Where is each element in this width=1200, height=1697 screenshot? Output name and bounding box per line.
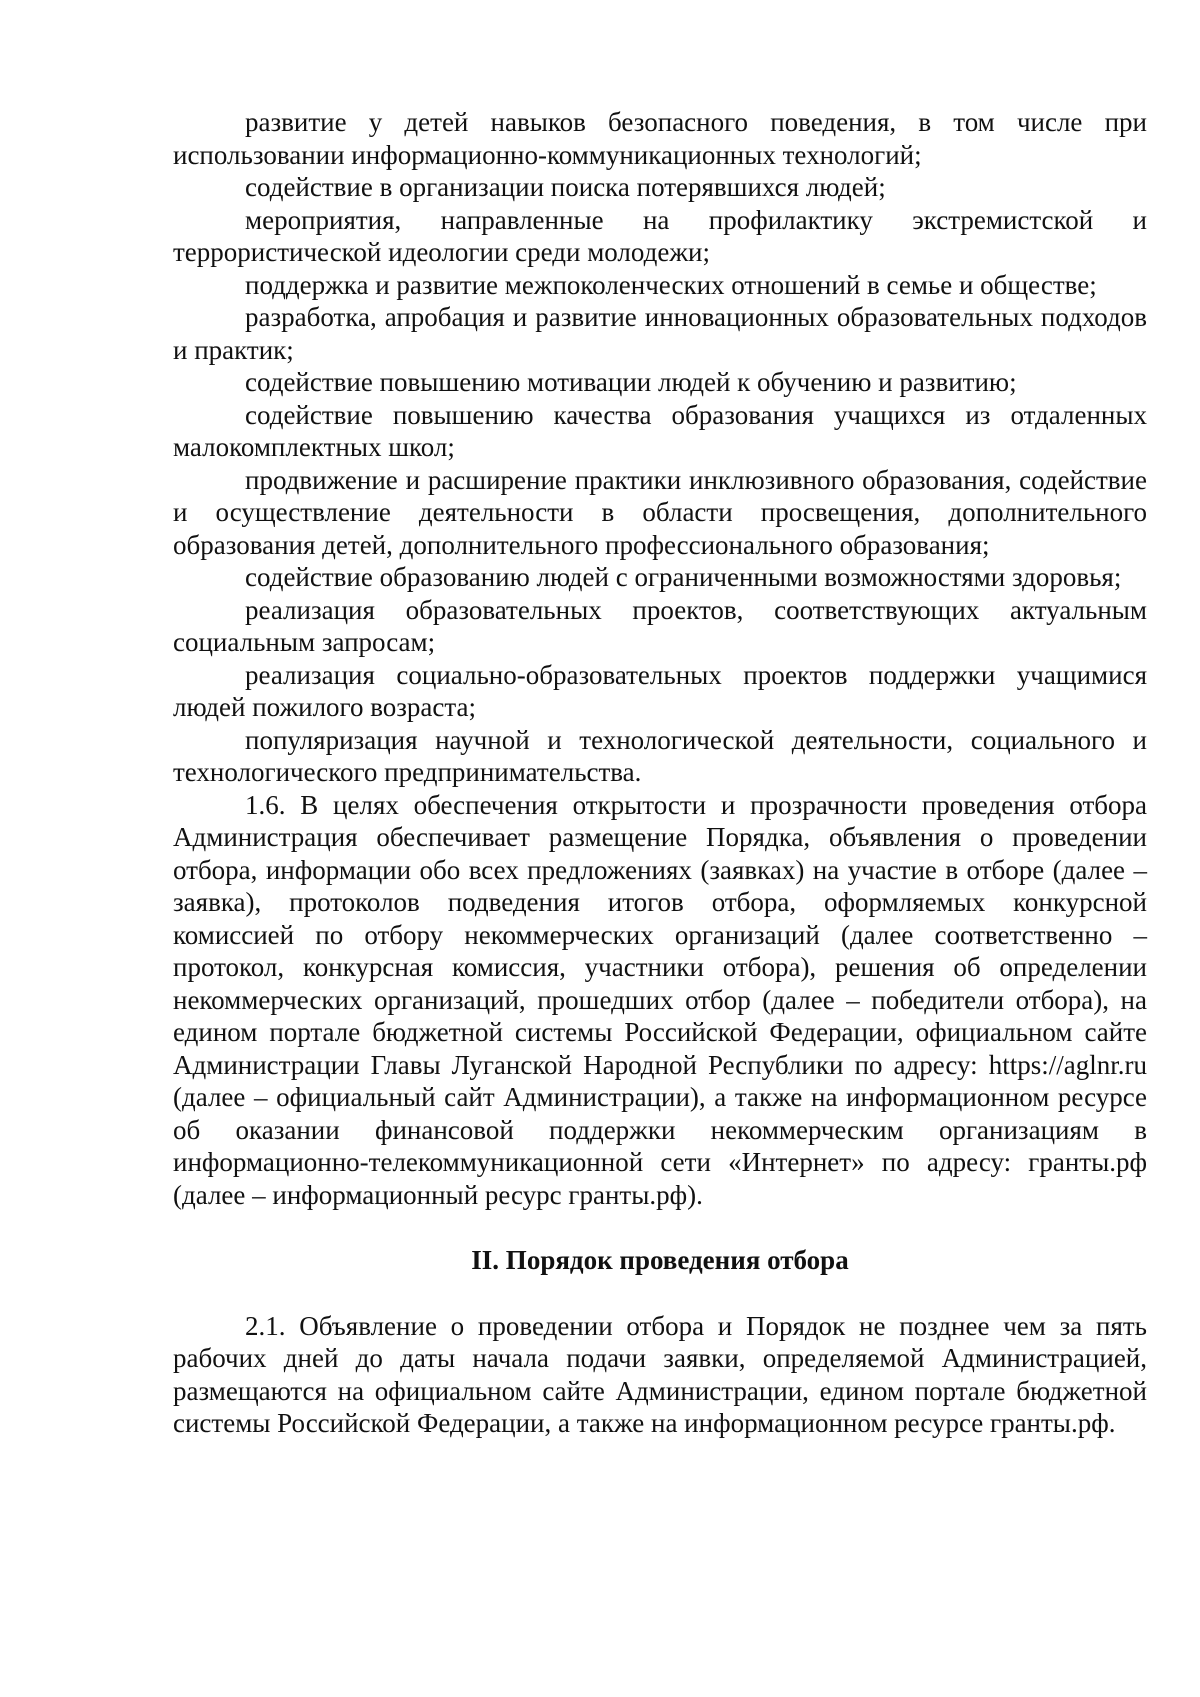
list-item: содействие образованию людей с ограниченными возможностями здоровья; <box>245 562 1122 592</box>
section-heading: II. Порядок проведения отбора <box>471 1245 849 1275</box>
spacer <box>173 1277 1147 1310</box>
clause-2-1: 2.1. Объявление о проведении отбора и Порядок не позднее чем за пять рабочих дней до даты начала подачи заявки, определяемой Администрацией, размещаются на официальном сайте Администрации, едином портале бюджетной системы Российской Федерации, а также на информационном ресурсе гранты.рф. <box>173 1310 1147 1438</box>
list-item: популяризация научной и технологической деятельности, социального и технологического предпринимательства. <box>173 724 1147 787</box>
list-item: разработка, апробация и развитие инновационных образовательных подходов и практик; <box>173 302 1147 365</box>
list-item: содействие повышению качества образования учащихся из отдаленных малокомплектных школ; <box>173 399 1147 462</box>
list-item: реализация образовательных проектов, соответствующих актуальным социальным запросам; <box>173 594 1147 657</box>
document-page <box>173 106 1147 1440</box>
list-item: мероприятия, направленные на профилактику экстремистской и террористической идеологии среди молодежи; <box>173 204 1147 267</box>
list-item: содействие в организации поиска потерявшихся людей; <box>245 172 886 202</box>
spacer <box>173 1211 1147 1244</box>
list-item: развитие у детей навыков безопасного поведения, в том числе при использовании информационно-коммуникационных технологий; <box>173 107 1147 170</box>
list-item: продвижение и расширение практики инклюзивного образования, содействие и осуществление деятельности в области просвещения, дополнительного образования детей, дополнительного профессионального образования; <box>173 464 1147 560</box>
list-item: поддержка и развитие межпоколенческих отношений в семье и обществе; <box>245 269 1097 300</box>
clause-1-6: 1.6. В целях обеспечения открытости и прозрачности проведения отбора Администрация обеспечивает размещение Порядка, объявления о проведении отбора, информации обо всех предложениях (заявках) на участие в отборе (далее – заявка), протоколов подведения итогов отбора, оформляемых конкурсной комиссией по отбору некоммерческих организаций (далее соответственно – протокол, конкурсная комиссия, участники отбора), решения об определении некоммерческих организаций, прошедших отбор (далее – победители отбора), на едином портале бюджетной системы Российской Федерации, официальном сайте Администрации Главы Луганской Народной Республики по адресу: https://aglnr.ru (далее – официальный сайт Администрации), а также на информационном ресурсе об оказании финансовой поддержки некоммерческим организациям в информационно-телекоммуникационной сети «Интернет» по адресу: гранты.рф (далее – информационный ресурс гранты.рф). <box>173 789 1147 1210</box>
list-item: содействие повышению мотивации людей к обучению и развитию; <box>245 367 1017 397</box>
list-item: реализация социально-образовательных проектов поддержки учащимися людей пожилого возраста; <box>173 659 1147 722</box>
